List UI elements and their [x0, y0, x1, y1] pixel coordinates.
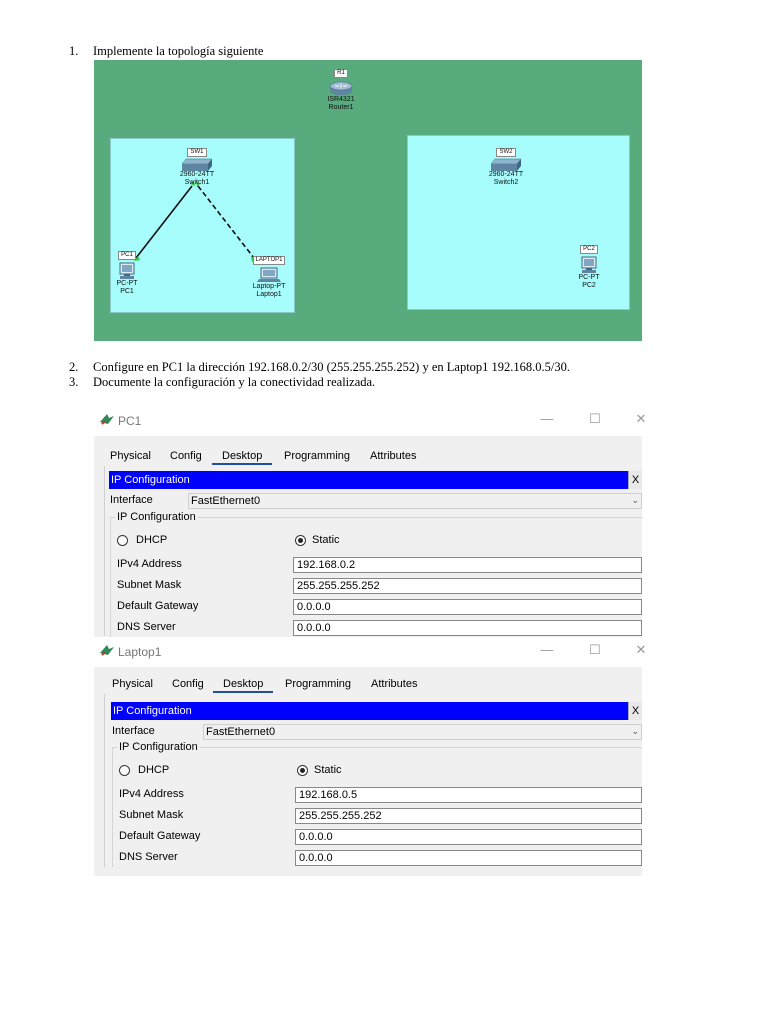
static-radio[interactable]: [297, 765, 308, 776]
pc1-model: PC-PT: [116, 280, 138, 287]
active-tab-indicator: [213, 691, 273, 693]
window-title: PC1: [118, 414, 142, 428]
interface-select[interactable]: [188, 493, 642, 509]
window-titlebar: [94, 406, 647, 436]
link-sw1-laptop1: [198, 186, 254, 258]
chevron-down-icon: ⌄: [631, 726, 639, 736]
interface-value: FastEthernet0: [191, 495, 261, 507]
ip-config-panel: [104, 694, 642, 867]
router-model: ISR4321: [327, 96, 355, 103]
maximize-button[interactable]: ☐: [589, 411, 601, 426]
packet-tracer-icon: [98, 643, 116, 659]
subnet-mask-label: Subnet Mask: [117, 579, 182, 591]
pc1-node[interactable]: [110, 251, 144, 295]
dns-server-label: DNS Server: [119, 851, 178, 863]
static-label: Static: [312, 534, 340, 546]
network-topology: [94, 60, 642, 341]
ip-config-group: [112, 747, 642, 867]
dhcp-label: DHCP: [136, 534, 168, 546]
tab-physical[interactable]: Physical: [112, 678, 153, 690]
static-label: Static: [314, 764, 342, 776]
subnet-mask-field[interactable]: 255.255.255.252: [295, 808, 642, 824]
laptop-icon: [257, 267, 281, 283]
laptop1-tag: LAPTOP1: [253, 256, 286, 265]
pc1-tag: PC1: [118, 251, 136, 260]
pc-icon: [118, 262, 136, 280]
ipv4-label: IPv4 Address: [119, 788, 184, 800]
ip-config-bar-title: IP Configuration: [113, 705, 192, 717]
active-tab-indicator: [212, 463, 272, 465]
router-icon: [328, 80, 354, 96]
tab-attributes[interactable]: Attributes: [370, 450, 417, 462]
static-radio[interactable]: [295, 535, 306, 546]
switch1-node[interactable]: [174, 148, 220, 186]
switch-icon: [182, 159, 212, 171]
close-window-button[interactable]: ✕: [635, 411, 647, 426]
close-ip-config-button[interactable]: X: [628, 471, 642, 489]
subnet-mask-label: Subnet Mask: [119, 809, 184, 821]
default-gateway-label: Default Gateway: [119, 830, 201, 842]
ip-config-bar: [109, 471, 642, 489]
tab-config[interactable]: Config: [170, 450, 202, 462]
ip-config-group-title: IP Configuration: [119, 741, 198, 753]
interface-select[interactable]: [203, 724, 642, 740]
tab-physical[interactable]: Physical: [110, 450, 151, 462]
pc2-name: PC2: [582, 281, 596, 289]
ip-config-panel: [104, 466, 642, 636]
dns-server-label: DNS Server: [117, 621, 176, 633]
default-gateway-field[interactable]: 0.0.0.0: [293, 599, 642, 615]
step-number: 2.: [69, 360, 79, 374]
tab-programming[interactable]: Programming: [285, 678, 352, 690]
dns-server-field[interactable]: 0.0.0.0: [293, 620, 642, 636]
pc1-config-window: [94, 406, 647, 636]
ip-config-group-title: IP Configuration: [117, 511, 196, 523]
tab-programming[interactable]: Programming: [284, 450, 351, 462]
ip-config-group: [110, 517, 642, 637]
links-layer: [94, 60, 642, 341]
tab-config[interactable]: Config: [172, 678, 204, 690]
window-titlebar: [94, 637, 647, 667]
step-number: 3.: [69, 375, 79, 389]
router-name: Router1: [328, 103, 354, 111]
pc-icon: [580, 256, 598, 274]
step-text: Implemente la topología siguiente: [93, 44, 264, 58]
minimize-button[interactable]: —: [540, 411, 554, 426]
interface-label: Interface: [110, 494, 153, 506]
step-number: 1.: [69, 44, 79, 58]
default-gateway-label: Default Gateway: [117, 600, 199, 612]
step-text: Configure en PC1 la dirección 192.168.0.2/30 (255.255.255.252) y en Laptop1 192.168.0.5/30.: [93, 360, 571, 374]
dns-server-field[interactable]: 0.0.0.0: [295, 850, 642, 866]
interface-value: FastEthernet0: [206, 726, 276, 738]
minimize-button[interactable]: —: [540, 642, 554, 657]
ipv4-field[interactable]: 192.168.0.2: [293, 557, 642, 573]
laptop1-config-window: [94, 637, 647, 867]
dhcp-radio[interactable]: [117, 535, 128, 546]
step-text: Documente la configuración y la conectividad realizada.: [93, 375, 376, 389]
ipv4-label: IPv4 Address: [117, 558, 182, 570]
laptop1-name: Laptop1: [256, 290, 282, 298]
close-ip-config-button[interactable]: X: [628, 702, 642, 720]
tab-desktop[interactable]: Desktop: [222, 450, 263, 462]
switch-icon: [491, 159, 521, 171]
switch1-model: 2960-24TT: [179, 171, 215, 178]
switch2-name: Switch2: [493, 178, 519, 186]
router-node[interactable]: [316, 69, 366, 111]
laptop1-node[interactable]: [244, 256, 294, 298]
dhcp-label: DHCP: [138, 764, 170, 776]
dhcp-radio[interactable]: [119, 765, 130, 776]
pc2-tag: PC2: [580, 245, 598, 254]
pc2-model: PC-PT: [578, 274, 600, 281]
maximize-button[interactable]: ☐: [589, 642, 601, 657]
switch1-name: Switch1: [184, 178, 210, 186]
chevron-down-icon: ⌄: [631, 495, 639, 505]
default-gateway-field[interactable]: 0.0.0.0: [295, 829, 642, 845]
laptop1-model: Laptop-PT: [252, 283, 286, 290]
router-tag: R1: [334, 69, 348, 78]
interface-label: Interface: [112, 725, 155, 737]
close-window-button[interactable]: ✕: [635, 642, 647, 657]
switch2-tag: SW2: [496, 148, 515, 157]
pc2-node[interactable]: [572, 245, 606, 289]
ipv4-field[interactable]: 192.168.0.5: [295, 787, 642, 803]
window-title: Laptop1: [118, 645, 162, 659]
subnet-mask-field[interactable]: 255.255.255.252: [293, 578, 642, 594]
switch2-model: 2960-24TT: [488, 171, 524, 178]
ip-config-bar: [111, 702, 642, 720]
tab-desktop[interactable]: Desktop: [223, 678, 264, 690]
pc1-name: PC1: [120, 287, 134, 295]
switch2-node[interactable]: [483, 148, 529, 186]
tab-attributes[interactable]: Attributes: [371, 678, 418, 690]
switch1-tag: SW1: [187, 148, 206, 157]
ip-config-bar-title: IP Configuration: [111, 474, 190, 486]
link-sw1-pc1: [136, 186, 192, 258]
packet-tracer-icon: [98, 412, 116, 428]
